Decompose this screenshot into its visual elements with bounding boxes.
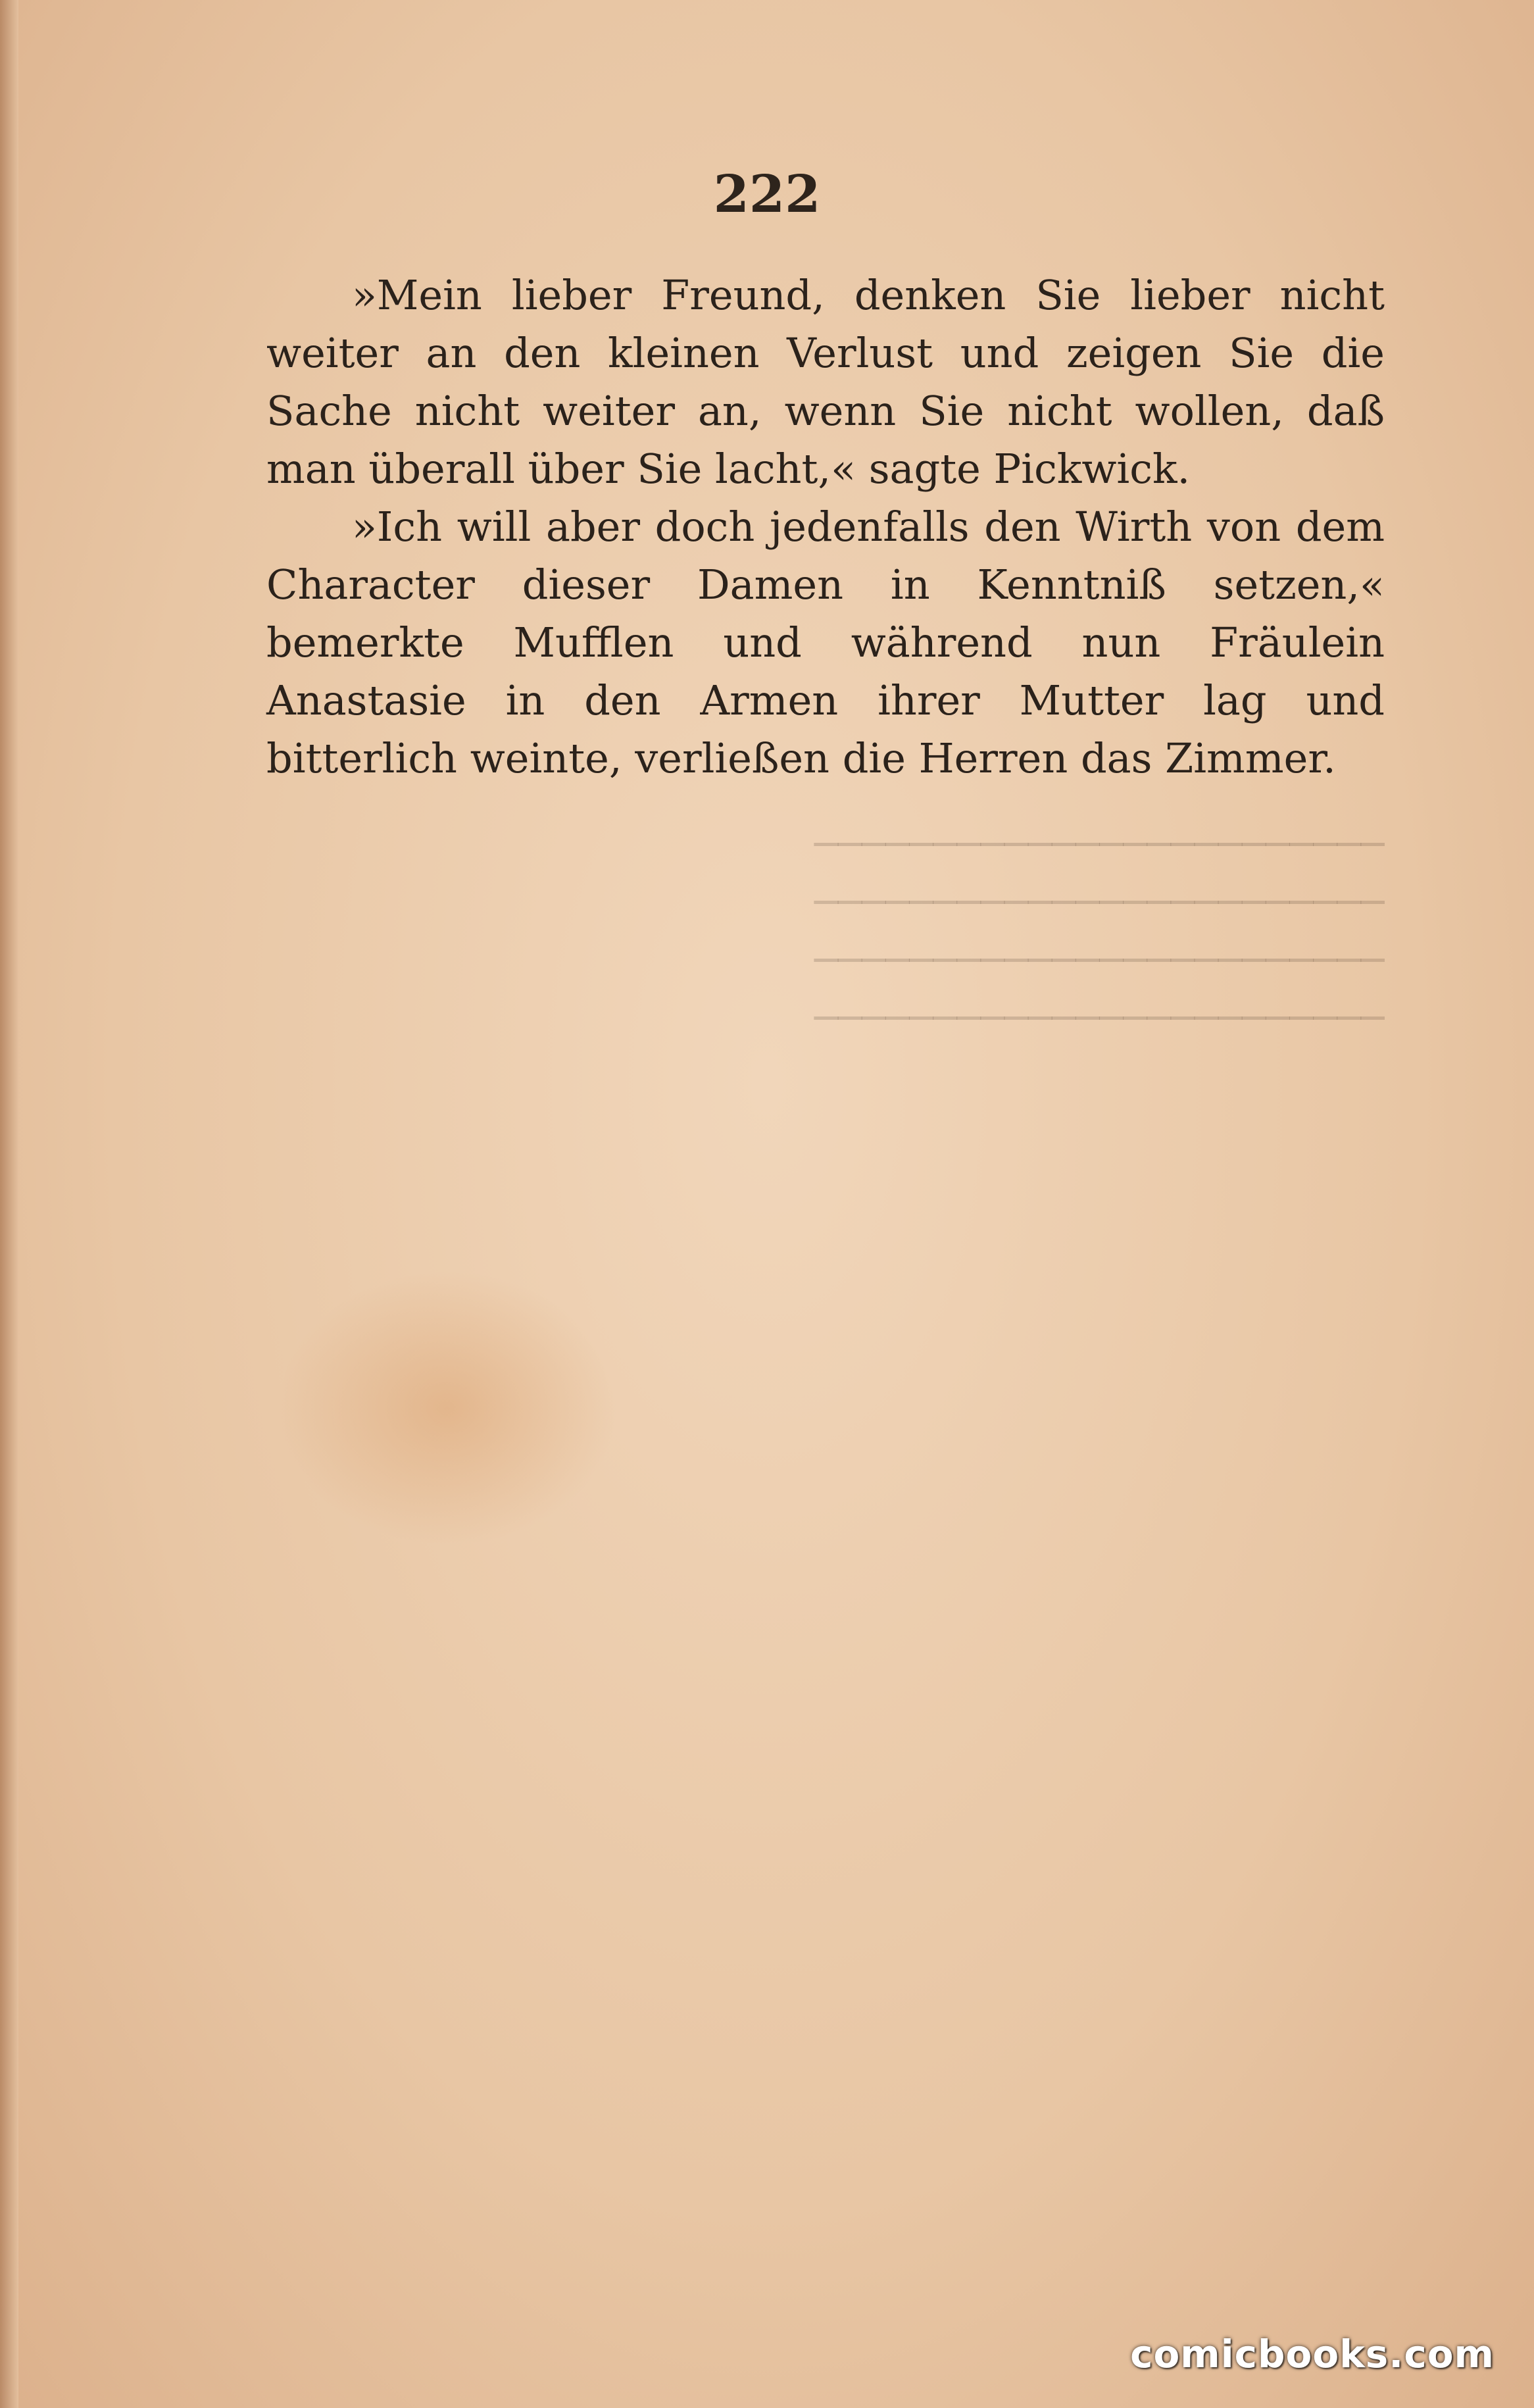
page-number: 222 [713,164,821,224]
paragraph-2: »Ich will aber doch jedenfalls den Wirth von dem Character dieser Damen in Kenntniß setzen,« bemerkte Mufflen und während nun Fräulein Anastasie in den Armen ihrer Mutter lag und bitterlich weinte, verließen die Herren das Zimmer. [266,503,1385,782]
body-text [266,266,1385,788]
page-edge-shadow [0,0,18,2408]
bleed-through-text: ──────────────────────── ──────────────────────── ──────────────────────── ──────────────────────── [814,822,1385,1041]
paragraph-1: »Mein lieber Freund, denken Sie lieber nicht weiter an den kleinen Verlust und zeigen Sie die Sache nicht weiter an, wenn Sie nicht wollen, daß man überall über Sie lacht,« sagte Pickwick. [266,271,1385,493]
page-stain [276,1270,618,1546]
watermark-logo: comicbooks.com [1130,2332,1495,2376]
